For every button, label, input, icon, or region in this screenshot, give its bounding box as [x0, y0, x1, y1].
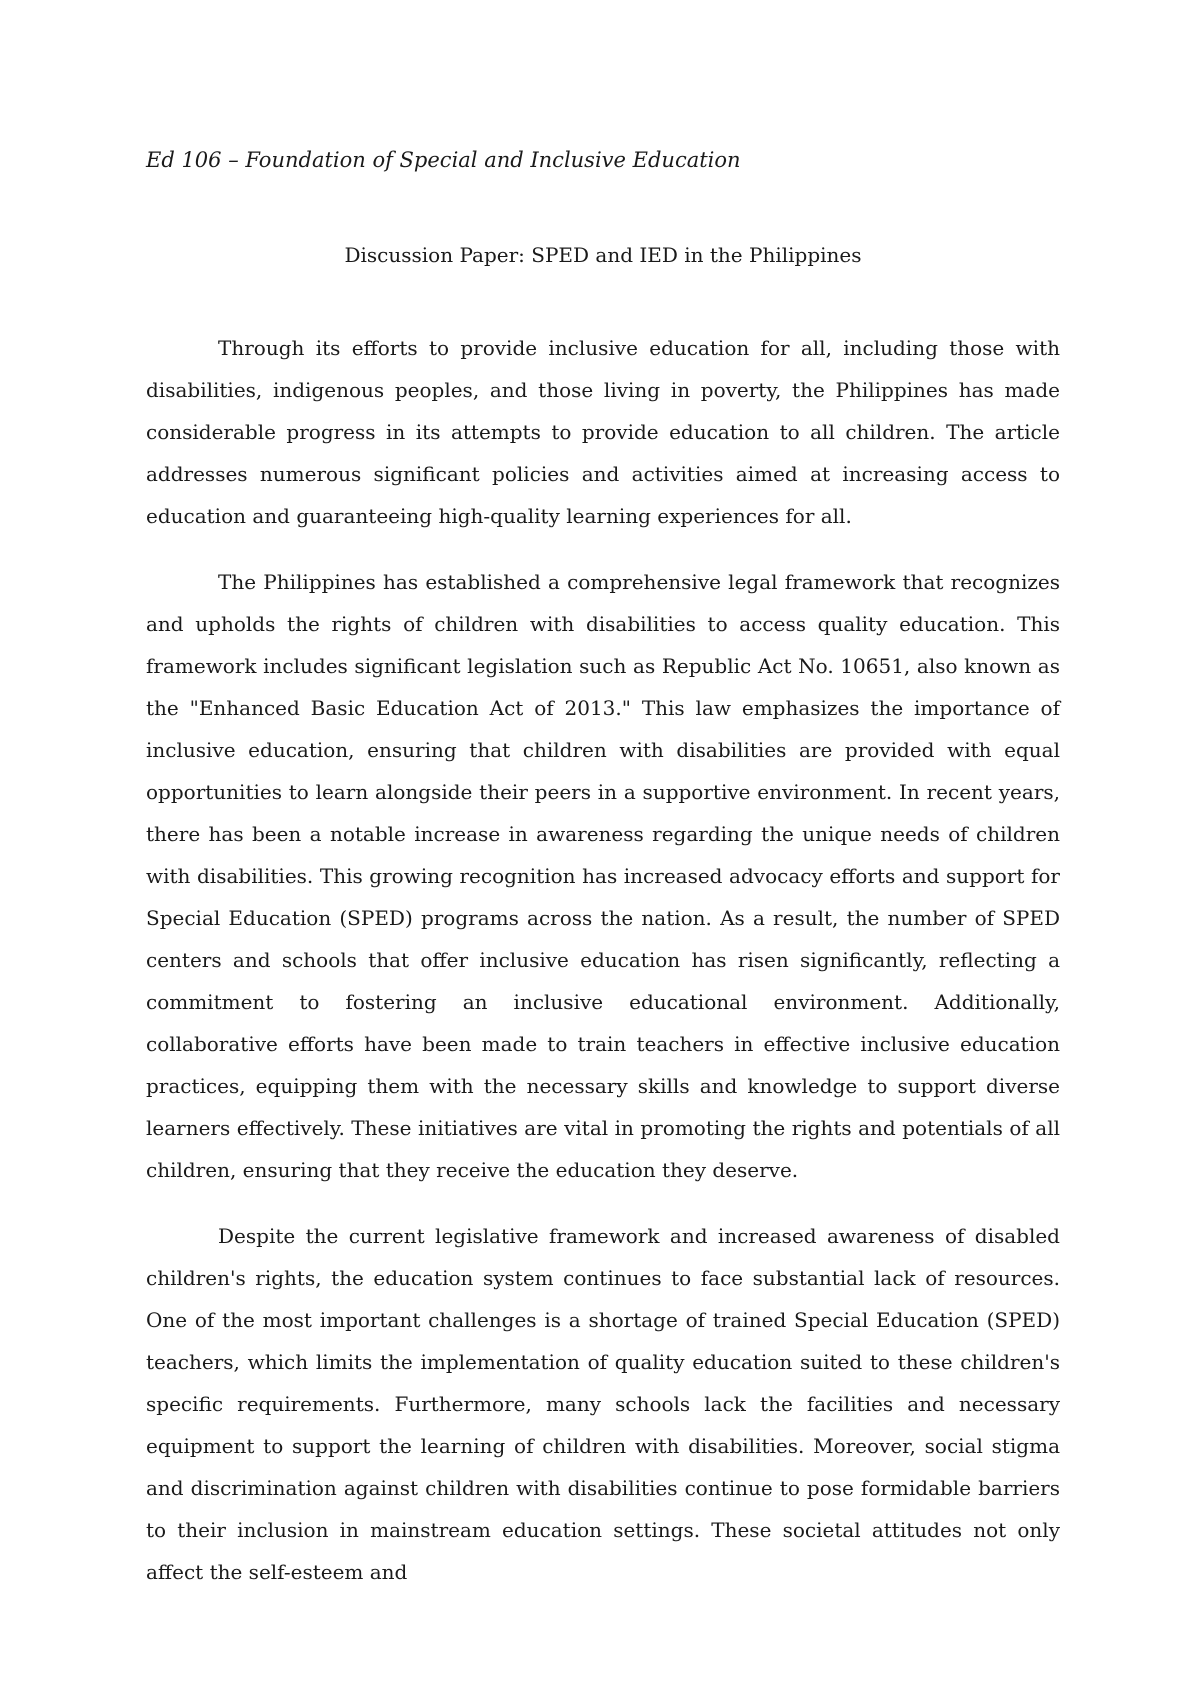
- paragraph-challenges: Despite the current legislative framework and increased awareness of disabled children's rights, the education system continues to face substantial lack of resources. One of the most important challenges is a shortage of trained Special Education (SPED) teachers, which limits the implementation of quality education suited to these children's specific requirements. Furthermore, many schools lack the facilities and necessary equipment to support the learning of children with disabilities. Moreover, social stigma and discrimination against children with disabilities continue to pose formidable barriers to their inclusion in mainstream education settings. These societal attitudes not only affect the self-esteem and: [146, 1224, 1060, 1584]
- paragraph-legal-framework: The Philippines has established a comprehensive legal framework that recognizes and upholds the rights of children with disabilities to access quality education. This framework includes significant legislation such as Republic Act No. 10651, also known as the "Enhanced Basic Education Act of 2013." This law emphasizes the importance of inclusive education, ensuring that children with disabilities are provided with equal opportunities to learn alongside their peers in a supportive environment. In recent years, there has been a notable increase in awareness regarding the unique needs of children with disabilities. This growing recognition has increased advocacy efforts and support for Special Education (SPED) programs across the nation. As a result, the number of SPED centers and schools that offer inclusive education has risen significantly, reflecting a commitment to fostering an inclusive educational environment. Additionally, collaborative efforts have been made to train teachers in effective inclusive education practices, equipping them with the necessary skills and knowledge to support diverse learners effectively. These initiatives are vital in promoting the rights and potentials of all children, ensuring that they receive the education they deserve.: [146, 570, 1060, 1182]
- document-body: [146, 138, 1060, 1593]
- paragraph-intro: Through its efforts to provide inclusive education for all, including those with disabilities, indigenous peoples, and those living in poverty, the Philippines has made considerable progress in its attempts to provide education to all children. The article addresses numerous significant policies and activities aimed at increasing access to education and guaranteeing high-quality learning experiences for all.: [146, 336, 1060, 528]
- course-title: Ed 106 – Foundation of Special and Inclusive Education: [146, 148, 741, 172]
- paper-title: Discussion Paper: SPED and IED in the Philippines: [344, 243, 862, 267]
